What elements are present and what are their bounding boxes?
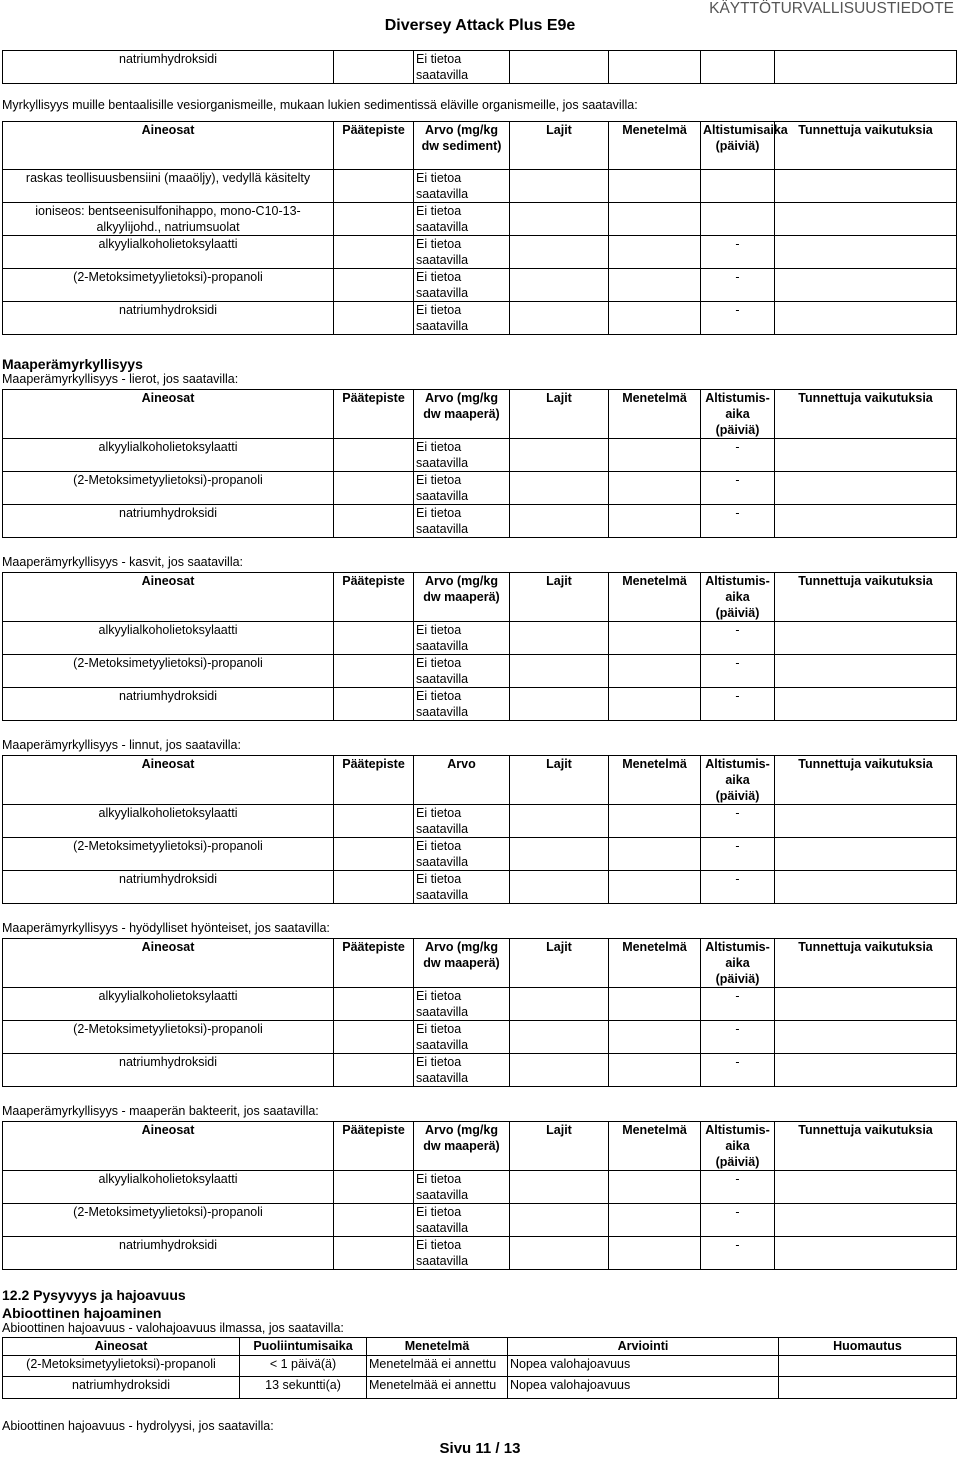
col-header-effects: Tunnettuja vaikutuksia — [775, 1122, 957, 1171]
table-cell-exposure: - — [701, 622, 775, 655]
table-cell-half-life: < 1 päivä(ä) — [240, 1356, 367, 1377]
hydrolysis-caption: Abioottinen hajoavuus - hydrolyysi, jos saatavilla: — [2, 1419, 274, 1433]
table-row — [3, 805, 957, 838]
table-row — [3, 439, 957, 472]
col-header-species: Lajit — [510, 573, 609, 622]
col-header-half-life: Puoliintumisaika — [240, 1338, 367, 1356]
table-cell-substance: natriumhydroksidi — [3, 302, 334, 335]
col-header-value: Arvo — [414, 756, 510, 805]
table-cell-substance: natriumhydroksidi — [3, 505, 334, 538]
table-row — [3, 1377, 957, 1399]
table-cell-value: Ei tietoa saatavilla — [414, 439, 510, 472]
soil-table-caption: Maaperämyrkyllisyys - hyödylliset hyönteiset, jos saatavilla: — [2, 921, 330, 935]
table-cell-substance: natriumhydroksidi — [3, 51, 334, 84]
soil-toxicity-table — [2, 938, 957, 1087]
table-row — [3, 1356, 957, 1377]
col-header-method: Menetelmä — [609, 573, 701, 622]
col-header-exposure: Altistumisaika (päiviä) — [701, 122, 775, 170]
col-header-endpoint: Päätepiste — [334, 122, 414, 170]
table-cell-value: Ei tietoa saatavilla — [414, 688, 510, 721]
col-header-method: Menetelmä — [609, 390, 701, 439]
table-row — [3, 170, 957, 203]
table-cell-exposure — [701, 203, 775, 236]
table-cell-half-life: 13 sekuntti(a) — [240, 1377, 367, 1399]
col-header-method: Menetelmä — [609, 122, 701, 170]
col-header-value: Arvo (mg/kg dw maaperä) — [414, 1122, 510, 1171]
table-row — [3, 988, 957, 1021]
col-header-effects: Tunnettuja vaikutuksia — [775, 390, 957, 439]
col-header-species: Lajit — [510, 1122, 609, 1171]
col-header-exposure: Altistumis-aika (päiviä) — [701, 573, 775, 622]
table-cell-value: Ei tietoa saatavilla — [414, 170, 510, 203]
page-number: Sivu 11 / 13 — [439, 1440, 521, 1457]
table-row — [3, 838, 957, 871]
table-cell-value: Ei tietoa saatavilla — [414, 505, 510, 538]
col-header-exposure: Altistumis-aika (päiviä) — [701, 756, 775, 805]
soil-table-caption: Maaperämyrkyllisyys - maaperän bakteerit, jos saatavilla: — [2, 1104, 319, 1118]
table-cell-assessment: Nopea valohajoavuus — [508, 1377, 779, 1399]
table-cell-value: Ei tietoa saatavilla — [414, 1054, 510, 1087]
sediment-caption: Myrkyllisyys muille bentaalisille vesiorganismeille, mukaan lukien sedimentissä eläville organismeille, jos saatavilla: — [2, 98, 638, 112]
table-cell-substance: (2-Metoksimetyylietoksi)-propanoli — [3, 472, 334, 505]
table-cell-substance: raskas teollisuusbensiini (maaöljy), vedyllä käsitelty — [3, 170, 334, 203]
soil-table-caption: Maaperämyrkyllisyys - lierot, jos saatavilla: — [2, 372, 239, 386]
col-header-effects: Tunnettuja vaikutuksia — [775, 573, 957, 622]
table-cell-value: Ei tietoa saatavilla — [414, 302, 510, 335]
table-cell-exposure: - — [701, 1054, 775, 1087]
abiotic-degradation-title: Abioottinen hajoaminen — [2, 1305, 162, 1321]
table-cell-substance: alkyylialkoholietoksylaatti — [3, 988, 334, 1021]
soil-section-title: Maaperämyrkyllisyys — [2, 356, 143, 372]
col-header-substance: Aineosat — [3, 390, 334, 439]
table-row — [3, 1204, 957, 1237]
col-header-endpoint: Päätepiste — [334, 939, 414, 988]
table-cell-value: Ei tietoa saatavilla — [414, 1204, 510, 1237]
table-cell-exposure: - — [701, 805, 775, 838]
table-row — [3, 1171, 957, 1204]
table-cell-remark — [779, 1377, 957, 1399]
table-cell-substance: alkyylialkoholietoksylaatti — [3, 622, 334, 655]
table-cell-substance: alkyylialkoholietoksylaatti — [3, 1171, 334, 1204]
col-header-remark: Huomautus — [779, 1338, 957, 1356]
col-header-assessment: Arviointi — [508, 1338, 779, 1356]
col-header-exposure: Altistumis-aika (päiviä) — [701, 939, 775, 988]
table-cell-method: Menetelmää ei annettu — [367, 1377, 508, 1399]
table-row — [3, 236, 957, 269]
col-header-exposure: Altistumis-aika (päiviä) — [701, 1122, 775, 1171]
col-header-substance: Aineosat — [3, 756, 334, 805]
table-cell-value: Ei tietoa saatavilla — [414, 1171, 510, 1204]
table-row — [3, 269, 957, 302]
col-header-species: Lajit — [510, 756, 609, 805]
table-cell-substance: alkyylialkoholietoksylaatti — [3, 439, 334, 472]
table-cell-substance: natriumhydroksidi — [3, 1377, 240, 1399]
continued-toxicity-table — [2, 50, 957, 84]
col-header-method: Menetelmä — [367, 1338, 508, 1356]
document-type: KÄYTTÖTURVALLISUUSTIEDOTE — [709, 0, 954, 17]
table-cell-value: Ei tietoa saatavilla — [414, 472, 510, 505]
soil-table-caption: Maaperämyrkyllisyys - linnut, jos saatavilla: — [2, 738, 241, 752]
table-cell-value: Ei tietoa saatavilla — [414, 805, 510, 838]
col-header-effects: Tunnettuja vaikutuksia — [775, 939, 957, 988]
table-cell-exposure: - — [701, 838, 775, 871]
table-cell-exposure: - — [701, 1204, 775, 1237]
table-cell-exposure: - — [701, 472, 775, 505]
document-product-name: Diversey Attack Plus E9e — [384, 17, 576, 34]
table-cell-substance: alkyylialkoholietoksylaatti — [3, 236, 334, 269]
col-header-method: Menetelmä — [609, 1122, 701, 1171]
col-header-substance: Aineosat — [3, 1338, 240, 1356]
col-header-endpoint: Päätepiste — [334, 390, 414, 439]
col-header-method: Menetelmä — [609, 939, 701, 988]
table-cell-value: Ei tietoa saatavilla — [414, 655, 510, 688]
table-row — [3, 203, 957, 236]
col-header-species: Lajit — [510, 122, 609, 170]
col-header-species: Lajit — [510, 939, 609, 988]
table-row — [3, 655, 957, 688]
soil-toxicity-table — [2, 755, 957, 904]
table-cell-substance: (2-Metoksimetyylietoksi)-propanoli — [3, 269, 334, 302]
table-cell-method: Menetelmää ei annettu — [367, 1356, 508, 1377]
table-cell-exposure: - — [701, 269, 775, 302]
photodegradation-caption: Abioottinen hajoavuus - valohajoavuus ilmassa, jos saatavilla: — [2, 1321, 344, 1335]
table-cell-substance: (2-Metoksimetyylietoksi)-propanoli — [3, 838, 334, 871]
soil-toxicity-table — [2, 572, 957, 721]
table-cell-exposure — [701, 170, 775, 203]
table-cell-value: Ei tietoa saatavilla — [414, 988, 510, 1021]
col-header-effects: Tunnettuja vaikutuksia — [775, 756, 957, 805]
table-cell-substance: (2-Metoksimetyylietoksi)-propanoli — [3, 655, 334, 688]
col-header-value: Arvo (mg/kg dw maaperä) — [414, 939, 510, 988]
col-header-endpoint: Päätepiste — [334, 756, 414, 805]
table-cell-substance: (2-Metoksimetyylietoksi)-propanoli — [3, 1021, 334, 1054]
table-cell-substance: natriumhydroksidi — [3, 688, 334, 721]
table-cell-assessment: Nopea valohajoavuus — [508, 1356, 779, 1377]
table-row — [3, 1054, 957, 1087]
table-cell-exposure: - — [701, 871, 775, 904]
table-cell-substance: (2-Metoksimetyylietoksi)-propanoli — [3, 1204, 334, 1237]
col-header-substance: Aineosat — [3, 1122, 334, 1171]
col-header-substance: Aineosat — [3, 573, 334, 622]
col-header-exposure: Altistumis-aika (päiviä) — [701, 390, 775, 439]
table-cell-exposure: - — [701, 505, 775, 538]
table-cell-value: Ei tietoa saatavilla — [414, 51, 510, 84]
table-cell-substance: natriumhydroksidi — [3, 871, 334, 904]
col-header-method: Menetelmä — [609, 756, 701, 805]
table-cell-value: Ei tietoa saatavilla — [414, 871, 510, 904]
photodegradation-table — [2, 1337, 957, 1399]
table-cell-exposure: - — [701, 1237, 775, 1270]
table-row — [3, 505, 957, 538]
table-cell-exposure: - — [701, 236, 775, 269]
table-cell-substance: (2-Metoksimetyylietoksi)-propanoli — [3, 1356, 240, 1377]
table-cell-value: Ei tietoa saatavilla — [414, 622, 510, 655]
col-header-species: Lajit — [510, 390, 609, 439]
table-cell-substance: natriumhydroksidi — [3, 1237, 334, 1270]
table-row — [3, 472, 957, 505]
soil-toxicity-table — [2, 389, 957, 538]
table-cell-exposure: - — [701, 1021, 775, 1054]
table-cell-value: Ei tietoa saatavilla — [414, 269, 510, 302]
table-cell-value: Ei tietoa saatavilla — [414, 1021, 510, 1054]
table-row — [3, 1021, 957, 1054]
soil-toxicity-table — [2, 1121, 957, 1270]
table-cell-substance: alkyylialkoholietoksylaatti — [3, 805, 334, 838]
col-header-value: Arvo (mg/kg dw maaperä) — [414, 573, 510, 622]
table-row — [3, 871, 957, 904]
table-cell-value: Ei tietoa saatavilla — [414, 236, 510, 269]
col-header-effects: Tunnettuja vaikutuksia — [775, 122, 957, 170]
table-cell-exposure: - — [701, 655, 775, 688]
col-header-endpoint: Päätepiste — [334, 573, 414, 622]
soil-table-caption: Maaperämyrkyllisyys - kasvit, jos saatavilla: — [2, 555, 244, 569]
col-header-substance: Aineosat — [3, 939, 334, 988]
table-cell-exposure: - — [701, 439, 775, 472]
col-header-value: Arvo (mg/kg dw sediment) — [414, 122, 510, 170]
table-cell-exposure: - — [701, 988, 775, 1021]
section-12-2-title: 12.2 Pysyvyys ja hajoavuus — [2, 1287, 186, 1303]
table-row — [3, 1237, 957, 1270]
col-header-endpoint: Päätepiste — [334, 1122, 414, 1171]
col-header-substance: Aineosat — [3, 122, 334, 170]
col-header-value: Arvo (mg/kg dw maaperä) — [414, 390, 510, 439]
table-cell-remark — [779, 1356, 957, 1377]
table-cell-substance: natriumhydroksidi — [3, 1054, 334, 1087]
table-cell-value: Ei tietoa saatavilla — [414, 203, 510, 236]
table-cell-exposure: - — [701, 688, 775, 721]
table-cell-exposure: - — [701, 302, 775, 335]
table-cell-value: Ei tietoa saatavilla — [414, 1237, 510, 1270]
table-cell-exposure: - — [701, 1171, 775, 1204]
table-row — [3, 688, 957, 721]
table-cell-value: Ei tietoa saatavilla — [414, 838, 510, 871]
sediment-toxicity-table — [2, 121, 957, 335]
table-row — [3, 622, 957, 655]
table-row — [3, 302, 957, 335]
table-cell-substance: ioniseos: bentseenisulfonihappo, mono-C10-13-alkyylijohd., natriumsuolat — [3, 203, 334, 236]
